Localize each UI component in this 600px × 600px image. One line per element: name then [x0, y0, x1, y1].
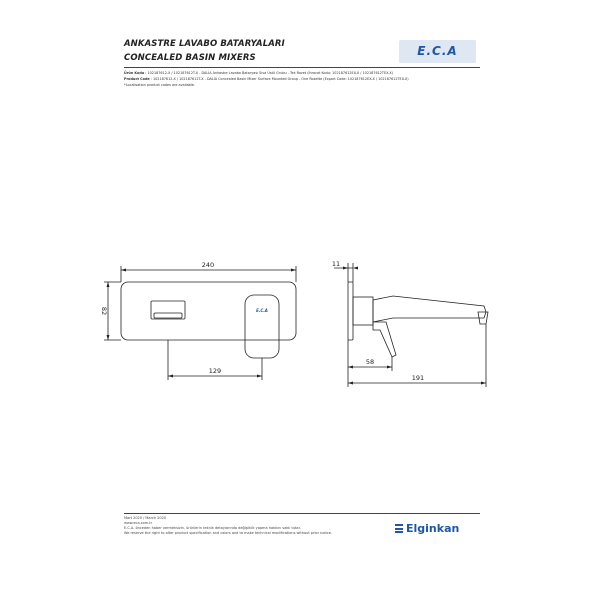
- dim-projection-label: 191: [411, 374, 425, 382]
- front-volume-control-inner: [154, 313, 182, 318]
- dim-spout-drop-label: 58: [365, 358, 375, 366]
- handle-logo: E.C.A: [256, 308, 268, 313]
- title-turkish: ANKASTRE LAVABO BATARYALARI: [124, 39, 285, 49]
- front-volume-control: [151, 301, 185, 319]
- order-code-text: : 102187612-X / 102187612T-X - DALİA Ankastre Lavabo Bataryası Sıva Üstü Grubu - Tek Rozet (İhracat Kodu: 102187612EX-X / 102187612TEX-X): [145, 71, 393, 75]
- localisation-note: *Localisation product codes are available.: [124, 83, 195, 87]
- side-handle: [373, 322, 396, 357]
- dim-offset-label: 129: [208, 367, 222, 375]
- side-spout: [373, 296, 486, 322]
- footer-date: Mart 2020 / March 2020: [124, 516, 167, 520]
- side-rosette: [348, 282, 353, 340]
- eca-logo-text: E.C.A: [417, 44, 458, 58]
- title-english: CONCEALED BASIN MIXERS: [124, 53, 256, 63]
- front-rosette-plate: [121, 282, 296, 340]
- footer-disclaimer-en: We reserve the right to alter product specification and colors and to make technical modifications without prior notice.: [124, 531, 333, 535]
- footer-rule: [124, 513, 480, 514]
- elginkan-logo-icon: [395, 524, 403, 533]
- elginkan-logo-text: Elginkan: [406, 522, 460, 535]
- dim-width-label: 240: [201, 261, 215, 269]
- product-code-text: : 102187612-X / 102187612T-X - DALİA Concealed Basin Mixer Surface Mounted Group - One Rosette (Export Code: 102187612EX-X / 102187612TEX-X): [150, 77, 409, 81]
- side-body: [353, 297, 373, 325]
- order-code-label: Ürün Kodu: [124, 71, 145, 75]
- product-code-label: Product Code: [124, 77, 150, 81]
- front-mixer-handle: [245, 295, 279, 358]
- dim-top-label: 11: [331, 260, 341, 268]
- footer-disclaimer-tr: E.C.A. önceden haber vermeksizin, ürünlerin teknik detaylarında değişiklik yapma hakkını saklı tutar.: [124, 526, 301, 530]
- footer-website: www.eca.com.tr: [124, 521, 153, 525]
- dim-height-label: 82: [100, 306, 108, 316]
